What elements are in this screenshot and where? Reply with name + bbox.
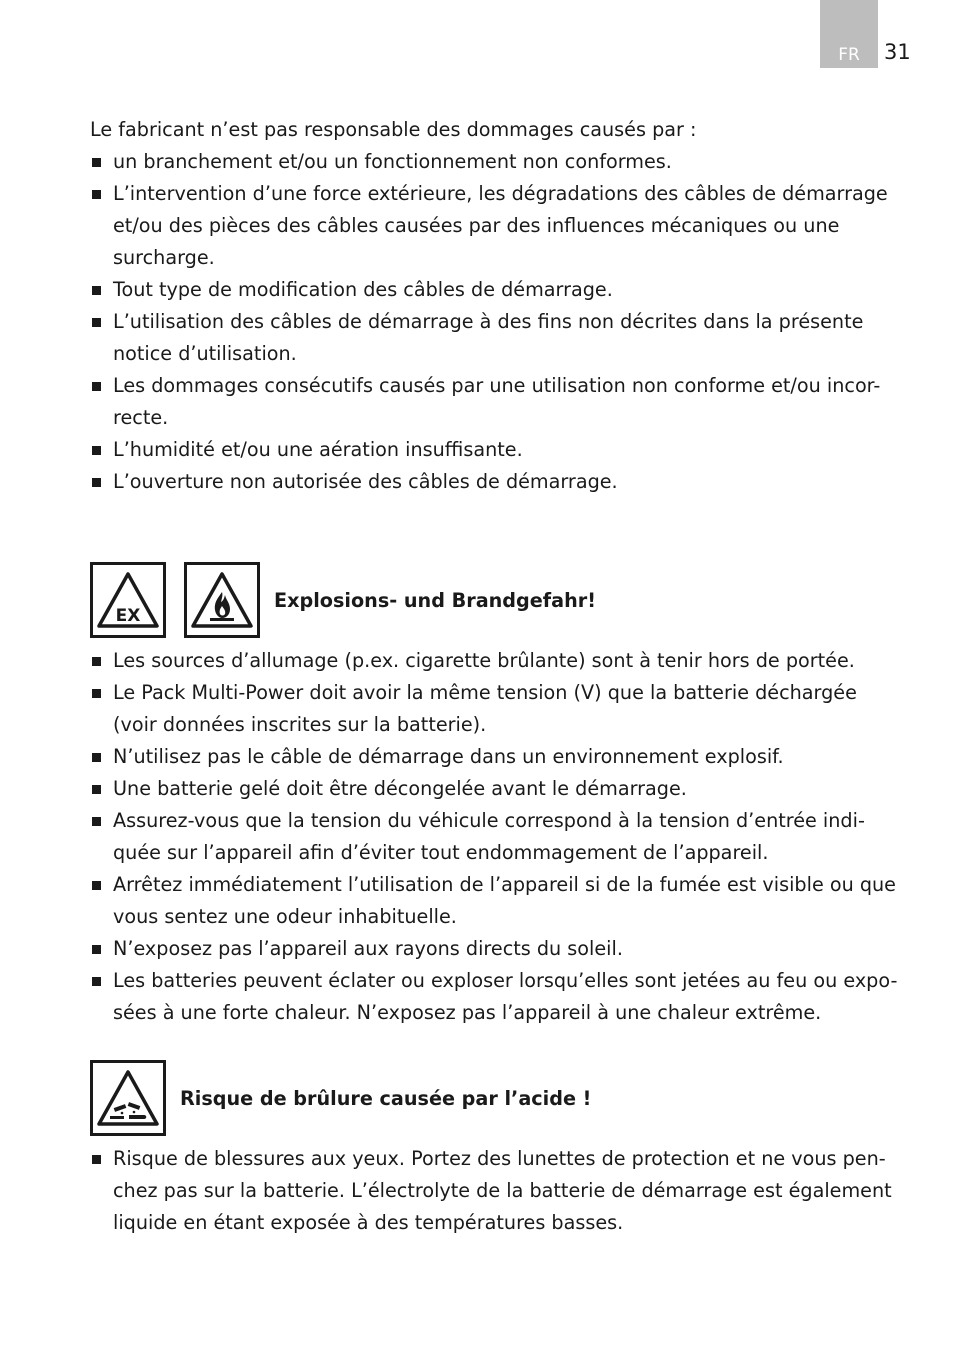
bullet-square-icon <box>92 382 101 391</box>
list-item <box>90 466 905 498</box>
acid-section <box>90 1143 905 1239</box>
bullet-square-icon <box>92 478 101 487</box>
corrosive-icon <box>90 1060 166 1136</box>
list-item <box>90 306 905 370</box>
list-item-text: Assurez-vous que la tension du véhicule correspond à la tension d’entrée indi-quée sur l’appareil afin d’éviter tout endommagement de l’appareil. <box>113 809 865 864</box>
list-item-text: Les dommages consécutifs causés par une utilisation non conforme et/ou incor-recte. <box>113 374 881 429</box>
acid-heading: Risque de brûlure causée par l’acide ! <box>180 1086 592 1110</box>
liability-list <box>90 146 905 498</box>
list-item-text: Risque de blessures aux yeux. Portez des lunettes de protection et ne vous pen-chez pas sur la batterie. L’électrolyte de la batterie de démarrage est également liquide en étant exposée à des températures basses. <box>113 1147 892 1234</box>
list-item-text: Une batterie gelé doit être décongelée avant le démarrage. <box>113 777 687 800</box>
list-item-text: Les batteries peuvent éclater ou exploser lorsqu’elles sont jetées au feu ou expo-sées à une forte chaleur. N’exposez pas l’appareil à une chaleur extrême. <box>113 969 898 1024</box>
list-item <box>90 869 905 933</box>
explosion-warning-header <box>90 562 596 638</box>
list-item <box>90 274 905 306</box>
bullet-square-icon <box>92 286 101 295</box>
list-item-text: L’humidité et/ou une aération insuffisante. <box>113 438 523 461</box>
list-item-text: L’utilisation des câbles de démarrage à des fins non décrites dans la présente notice d’utilisation. <box>113 310 864 365</box>
bullet-square-icon <box>92 945 101 954</box>
language-tab <box>820 0 878 68</box>
list-item <box>90 146 905 178</box>
bullet-square-icon <box>92 1155 101 1164</box>
bullet-square-icon <box>92 785 101 794</box>
flammable-icon <box>184 562 260 638</box>
bullet-square-icon <box>92 881 101 890</box>
list-item <box>90 434 905 466</box>
list-item-text: un branchement et/ou un fonctionnement non conformes. <box>113 150 672 173</box>
list-item <box>90 773 905 805</box>
bullet-square-icon <box>92 753 101 762</box>
bullet-square-icon <box>92 817 101 826</box>
list-item-text: Le Pack Multi-Power doit avoir la même tension (V) que la batterie déchargée (voir données inscrites sur la batterie). <box>113 681 857 736</box>
explosion-section <box>90 645 905 1029</box>
list-item <box>90 677 905 741</box>
bullet-square-icon <box>92 318 101 327</box>
list-item-text: Arrêtez immédiatement l’utilisation de l’appareil si de la fumée est visible ou que vous sentez une odeur inhabituelle. <box>113 873 896 928</box>
list-item-text: L’ouverture non autorisée des câbles de démarrage. <box>113 470 618 493</box>
explosive-atmosphere-icon <box>90 562 166 638</box>
acid-list <box>90 1143 905 1239</box>
list-item-text: L’intervention d’une force extérieure, les dégradations des câbles de démarrage et/ou des pièces des câbles causées par des influences mécaniques ou une surcharge. <box>113 182 888 269</box>
liability-intro: Le fabricant n’est pas responsable des dommages causés par : <box>90 118 697 141</box>
page-number: 31 <box>884 40 911 64</box>
acid-warning-header <box>90 1060 591 1136</box>
list-item <box>90 178 905 274</box>
bullet-square-icon <box>92 190 101 199</box>
bullet-square-icon <box>92 689 101 698</box>
explosion-heading: Explosions- und Brandgefahr! <box>274 588 596 612</box>
list-item <box>90 965 905 1029</box>
list-item-text: Les sources d’allumage (p.ex. cigarette brûlante) sont à tenir hors de portée. <box>113 649 855 672</box>
list-item <box>90 370 905 434</box>
liability-section <box>90 114 905 498</box>
list-item <box>90 933 905 965</box>
list-item <box>90 805 905 869</box>
list-item-text: N’utilisez pas le câble de démarrage dans un environnement explosif. <box>113 745 784 768</box>
bullet-square-icon <box>92 977 101 986</box>
list-item-text: N’exposez pas l’appareil aux rayons directs du soleil. <box>113 937 623 960</box>
list-item <box>90 1143 905 1239</box>
ex-label: EX <box>115 606 141 626</box>
list-item <box>90 741 905 773</box>
language-label: FR <box>838 45 860 65</box>
list-item <box>90 645 905 677</box>
explosion-list <box>90 645 905 1029</box>
list-item-text: Tout type de modification des câbles de démarrage. <box>113 278 613 301</box>
bullet-square-icon <box>92 657 101 666</box>
bullet-square-icon <box>92 446 101 455</box>
bullet-square-icon <box>92 158 101 167</box>
